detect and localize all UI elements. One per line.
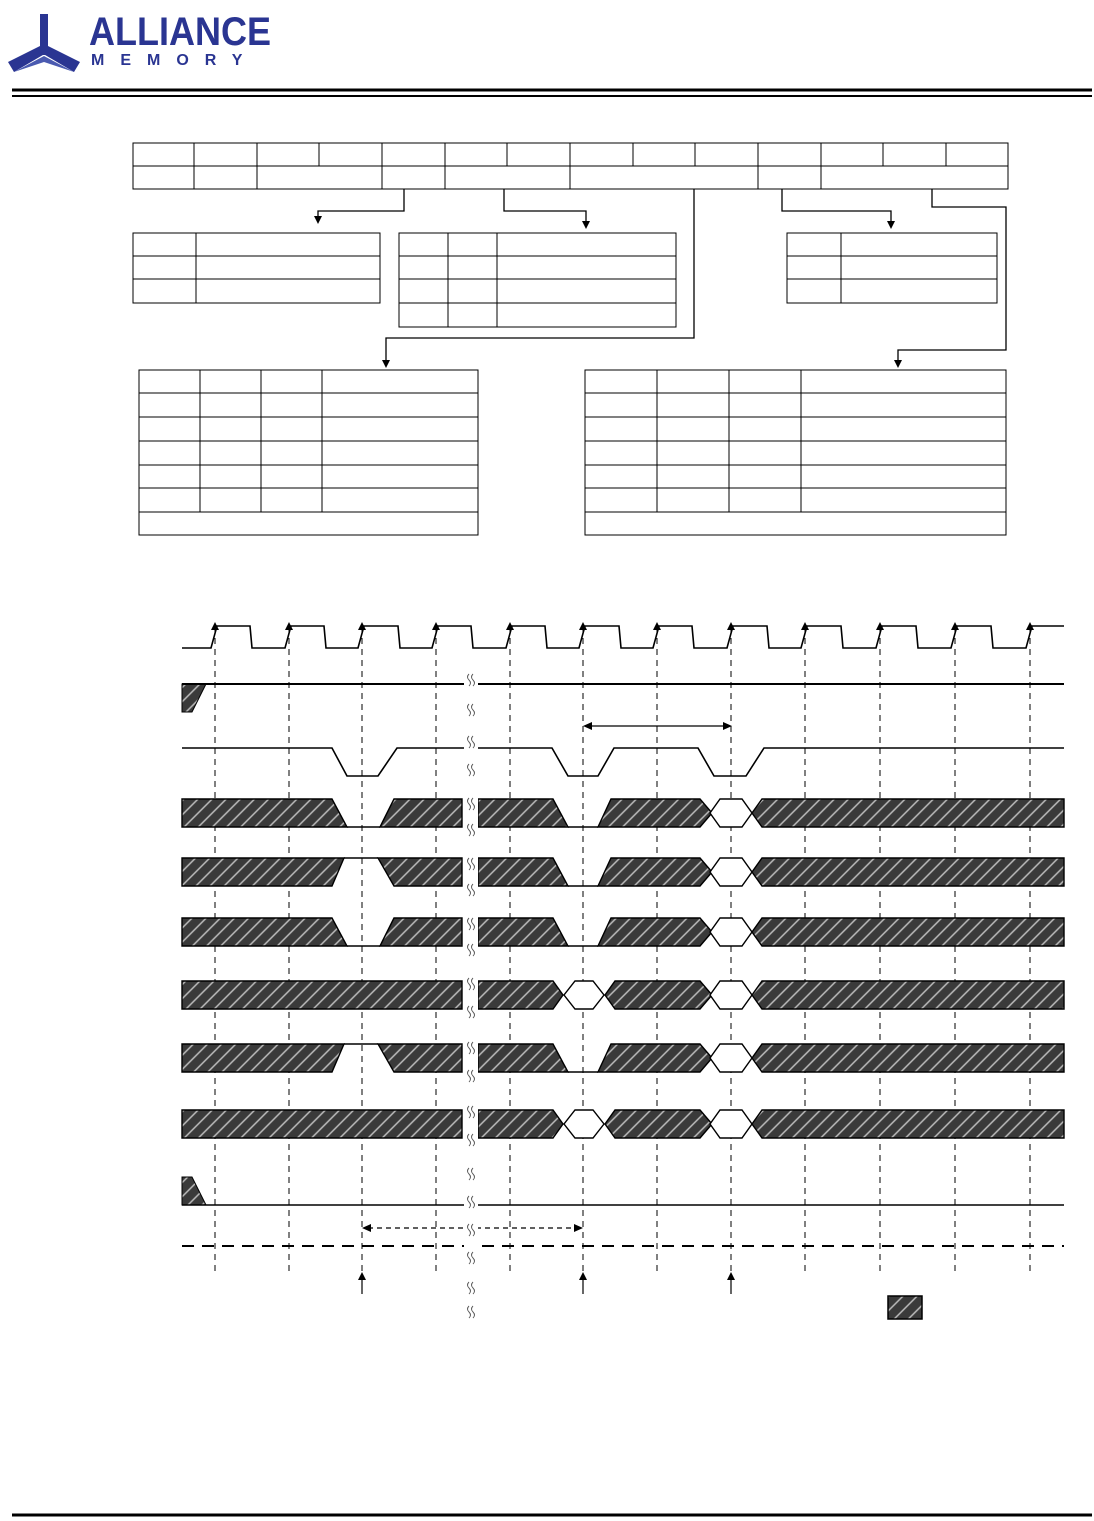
burst-type-table bbox=[133, 233, 380, 303]
cas-waveform bbox=[182, 858, 1064, 886]
header-rule bbox=[12, 90, 1092, 96]
clk-waveform bbox=[182, 622, 1064, 648]
test-mode-table bbox=[399, 233, 676, 327]
burst-length-table bbox=[585, 370, 1006, 535]
command-markers bbox=[358, 1272, 735, 1294]
brand-sub: MEMORY bbox=[91, 52, 259, 69]
ba-waveform bbox=[182, 981, 1064, 1009]
cke-waveform bbox=[182, 684, 1064, 712]
dqm-waveform bbox=[182, 1177, 1064, 1205]
time-break-marks bbox=[464, 660, 478, 1320]
register-bit-row bbox=[133, 143, 1008, 189]
cs-waveform bbox=[182, 748, 1064, 776]
brand-name: ALLIANCE bbox=[89, 10, 271, 54]
field-connectors bbox=[318, 189, 1006, 364]
we-waveform bbox=[182, 918, 1064, 946]
a10-waveform bbox=[182, 1044, 1064, 1072]
write-burst-table bbox=[787, 233, 997, 303]
clock-grid-lines bbox=[215, 627, 1030, 1275]
address-waveform bbox=[182, 1110, 1064, 1138]
hatch-legend-icon bbox=[888, 1296, 922, 1319]
cas-latency-table bbox=[139, 370, 478, 535]
ras-waveform bbox=[182, 799, 1064, 827]
